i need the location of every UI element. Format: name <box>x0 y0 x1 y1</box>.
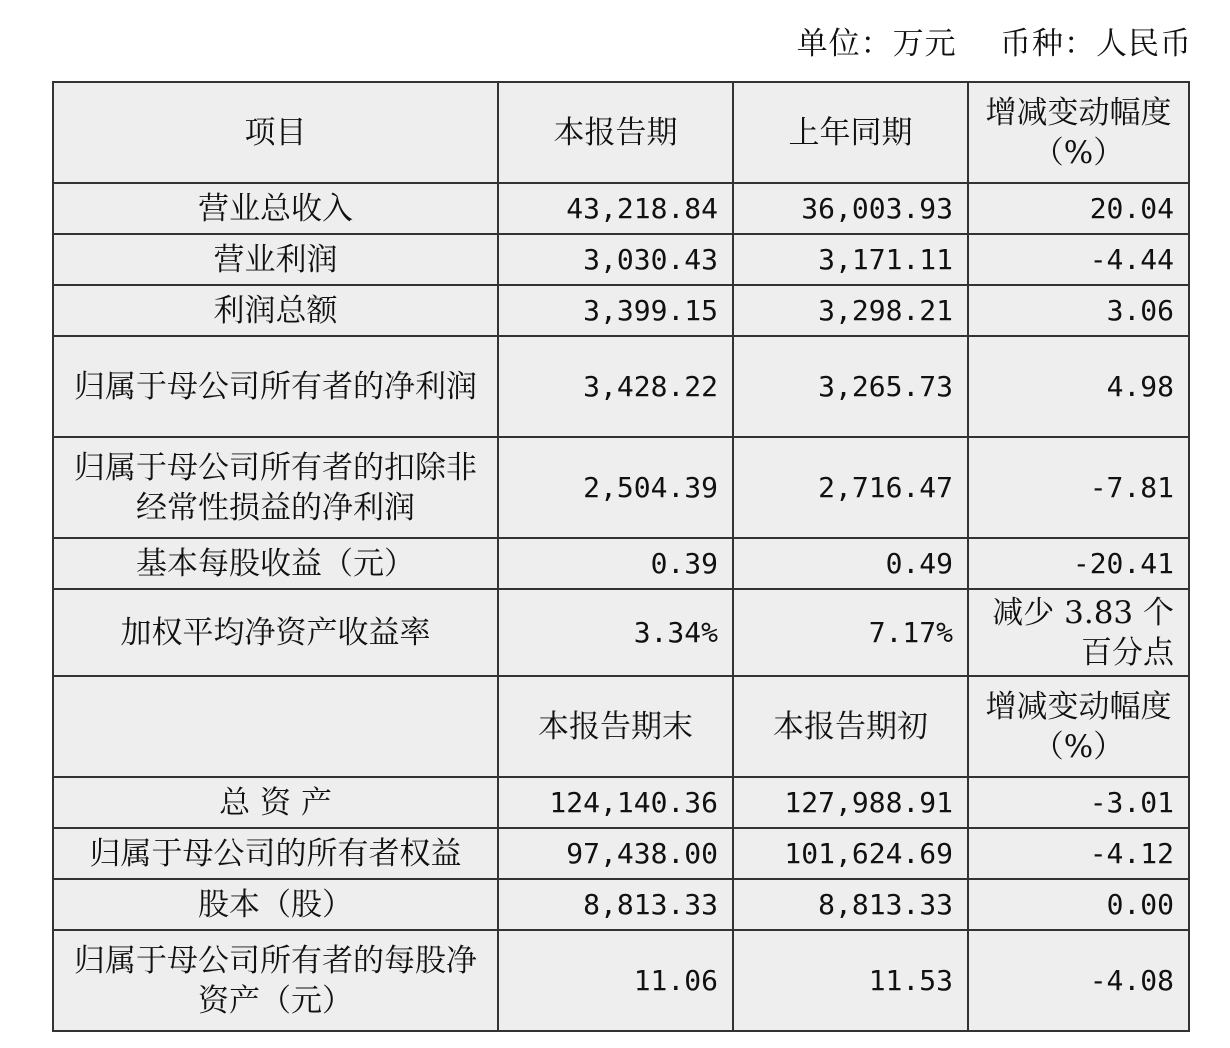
row-label: 总 资 产 <box>53 777 498 828</box>
cell-prior: 3,171.11 <box>733 234 968 285</box>
table-row <box>53 234 1189 285</box>
unit-currency-note: 单位：万元 币种：人民币 <box>796 26 1192 62</box>
table-row <box>53 538 1189 589</box>
table-subheader-row <box>53 676 1189 777</box>
cell-current: 97,438.00 <box>498 828 733 879</box>
row-label: 归属于母公司所有者的净利润 <box>53 336 498 437</box>
cell-current: 0.39 <box>498 538 733 589</box>
row-label: 基本每股收益（元） <box>53 538 498 589</box>
table-row <box>53 285 1189 336</box>
cell-prior: 11.53 <box>733 930 968 1031</box>
cell-change: -4.12 <box>968 828 1189 879</box>
cell-change: 3.06 <box>968 285 1189 336</box>
table-header-row <box>53 82 1189 183</box>
cell-current: 124,140.36 <box>498 777 733 828</box>
cell-prior: 7.17% <box>733 589 968 676</box>
row-label: 加权平均净资产收益率 <box>53 589 498 676</box>
cell-prior: 0.49 <box>733 538 968 589</box>
header-period-end: 本报告期末 <box>498 676 733 777</box>
cell-change: 4.98 <box>968 336 1189 437</box>
financial-summary-table <box>52 81 1190 1032</box>
row-label: 归属于母公司的所有者权益 <box>53 828 498 879</box>
row-label: 营业总收入 <box>53 183 498 234</box>
cell-current: 2,504.39 <box>498 437 733 538</box>
table-row <box>53 777 1189 828</box>
cell-change: -20.41 <box>968 538 1189 589</box>
cell-current: 3,399.15 <box>498 285 733 336</box>
cell-current: 3,428.22 <box>498 336 733 437</box>
header-current-period: 本报告期 <box>498 82 733 183</box>
table-row <box>53 828 1189 879</box>
cell-prior: 3,265.73 <box>733 336 968 437</box>
header-item: 项目 <box>53 82 498 183</box>
cell-prior: 101,624.69 <box>733 828 968 879</box>
cell-current: 3.34% <box>498 589 733 676</box>
cell-change: 减少 3.83 个百分点 <box>968 589 1189 676</box>
row-label: 归属于母公司所有者的每股净资产（元） <box>53 930 498 1031</box>
cell-change: -3.01 <box>968 777 1189 828</box>
header-item <box>53 676 498 777</box>
row-label: 股本（股） <box>53 879 498 930</box>
header-prior-period: 上年同期 <box>733 82 968 183</box>
row-label: 营业利润 <box>53 234 498 285</box>
cell-change: -7.81 <box>968 437 1189 538</box>
cell-prior: 2,716.47 <box>733 437 968 538</box>
cell-prior: 3,298.21 <box>733 285 968 336</box>
cell-change: -4.08 <box>968 930 1189 1031</box>
table-row <box>53 336 1189 437</box>
row-label: 归属于母公司所有者的扣除非经常性损益的净利润 <box>53 437 498 538</box>
table-row <box>53 437 1189 538</box>
table-row <box>53 879 1189 930</box>
table-row <box>53 930 1189 1031</box>
cell-change: 20.04 <box>968 183 1189 234</box>
header-change-pct: 增减变动幅度（%） <box>968 676 1189 777</box>
cell-prior: 36,003.93 <box>733 183 968 234</box>
row-label: 利润总额 <box>53 285 498 336</box>
cell-change: 0.00 <box>968 879 1189 930</box>
cell-prior: 8,813.33 <box>733 879 968 930</box>
cell-current: 3,030.43 <box>498 234 733 285</box>
cell-prior: 127,988.91 <box>733 777 968 828</box>
table-row <box>53 589 1189 676</box>
cell-current: 11.06 <box>498 930 733 1031</box>
cell-change: -4.44 <box>968 234 1189 285</box>
cell-current: 8,813.33 <box>498 879 733 930</box>
cell-current: 43,218.84 <box>498 183 733 234</box>
table-row <box>53 183 1189 234</box>
header-period-start: 本报告期初 <box>733 676 968 777</box>
header-change-pct: 增减变动幅度（%） <box>968 82 1189 183</box>
